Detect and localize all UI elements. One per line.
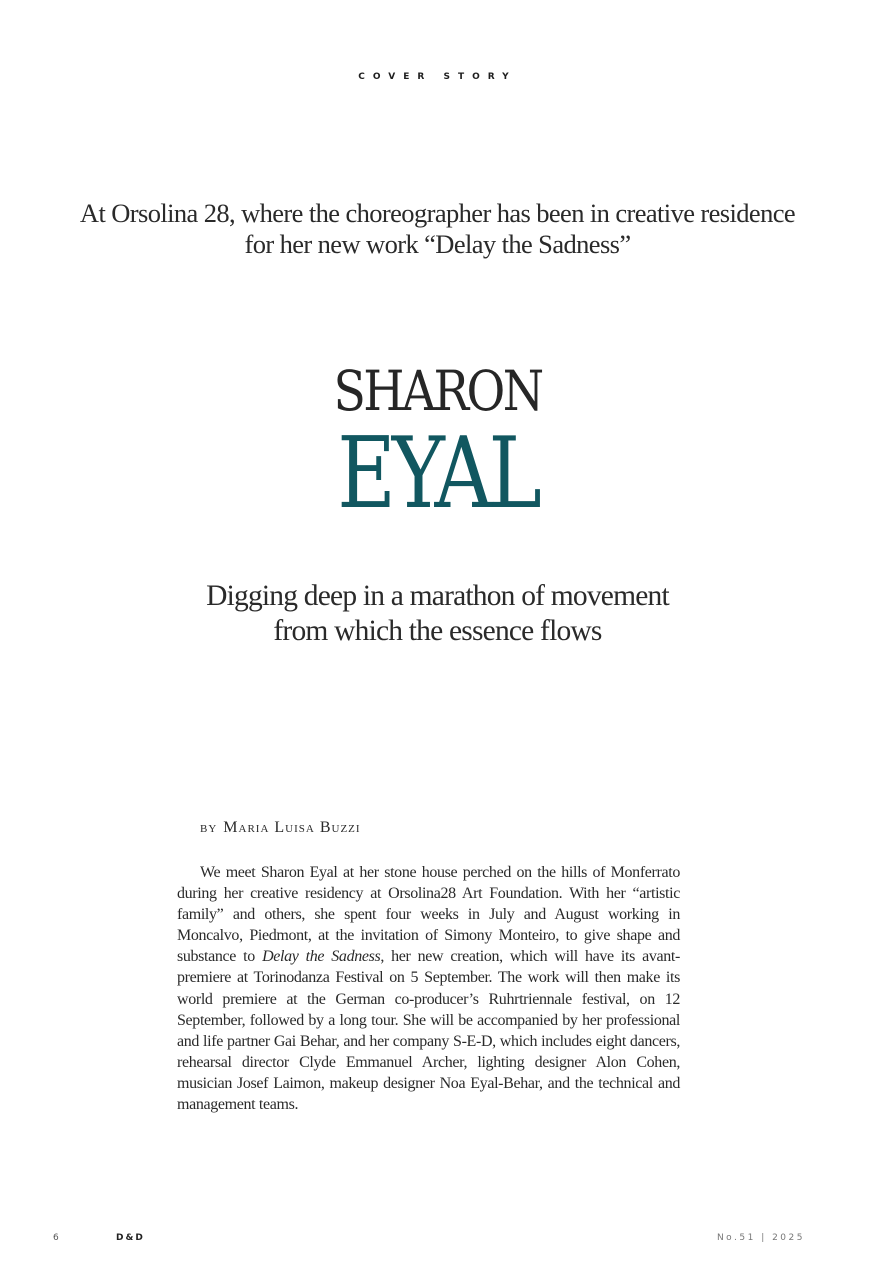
article-paragraph (177, 862, 680, 1115)
deck-line-2: for her new work “Delay the Sadness” (244, 229, 631, 259)
subtitle-line-1: Digging deep in a marathon of movement (206, 580, 669, 612)
article-text-start: We meet Sharon Eyal at her stone house perched on the hills of Monferrato during her creative residency at Orsolina28 Art Foundation. With her “artistic family” and others, she spent four weeks in July and August working in Moncalvo, Piedmont, at the invitation of Simony Monteiro, to give shape and substance to (177, 864, 680, 966)
deck (40, 198, 835, 260)
page-number: 6 (53, 1233, 59, 1243)
subtitle (150, 579, 725, 649)
deck-line-1: At Orsolina 28, where the choreographer has been in creative residence (79, 198, 796, 228)
subtitle-line-2: from which the essence flows (273, 615, 602, 647)
article-work-title: Delay the Sadness (262, 948, 381, 966)
title-first-name: SHARON (333, 359, 542, 423)
magazine-name: D&D (116, 1233, 145, 1243)
section-label: COVER STORY (358, 72, 517, 82)
byline (200, 819, 361, 837)
issue-info: No.51 | 2025 (716, 1233, 805, 1243)
article-text-end: , her new creation, which will have its avant-premiere at Torinodanza Festival on 5 September. The work will then make its world premiere at the German co-producer’s Ruhrtriennale festival, on 12 September, followed by a long tour. She will be accompanied by her professional and life partner Gai Behar, and her company S-E-D, which includes eight dancers, rehearsal director Clyde Emmanuel Archer, lighting designer Alon Cohen, musician Josef Laimon, makeup designer Noa Eyal-Behar, and the technical and management teams. (177, 948, 680, 1114)
byline-author: Maria Luisa Buzzi (223, 819, 361, 836)
title-last-name: EYAL (337, 417, 538, 531)
byline-prefix: by (200, 819, 218, 836)
